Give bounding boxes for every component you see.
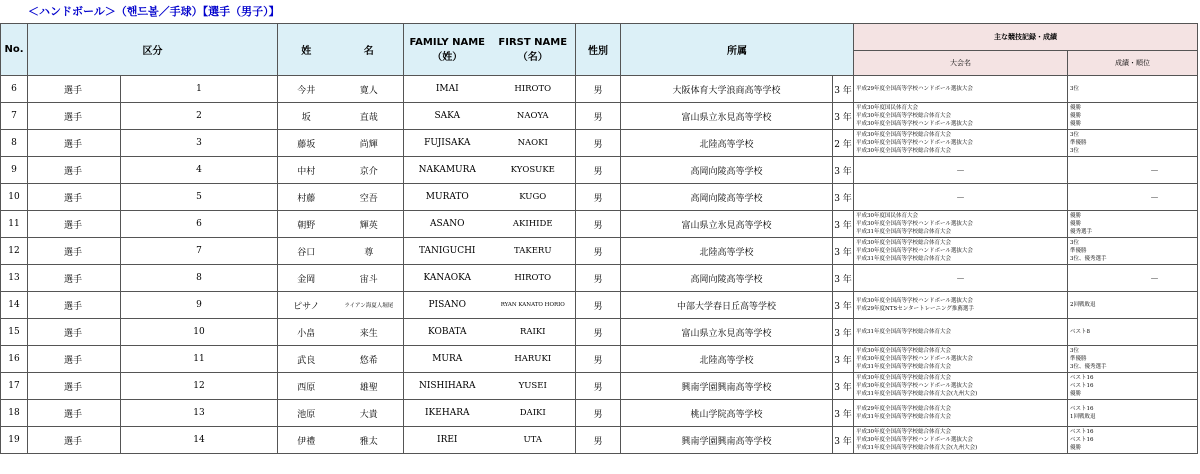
row-grade: 3 年 xyxy=(833,238,854,265)
event-line: 平成29年度全国高等学校ハンドボール選抜大会 xyxy=(856,86,973,92)
row-family-name: TANIGUCHI xyxy=(404,238,491,265)
row-first-name: HIROTO xyxy=(491,265,576,292)
row-events xyxy=(854,292,1068,319)
row-school: 桃山学院高等学校 xyxy=(621,400,833,427)
row-results xyxy=(1068,103,1198,130)
row-sei: 藤坂 xyxy=(278,130,335,157)
row-no: 9 xyxy=(1,157,28,184)
result-line: 2回戦敗退 xyxy=(1070,302,1096,308)
row-grade: 3 年 xyxy=(833,427,854,454)
row-no: 19 xyxy=(1,427,28,454)
row-no: 16 xyxy=(1,346,28,373)
roster-table xyxy=(0,23,1198,454)
event-line: 平成29年度NTSセンタートレーニング推薦選手 xyxy=(856,306,974,312)
row-number: 11 xyxy=(121,346,278,373)
row-grade: 2 年 xyxy=(833,130,854,157)
event-line: 平成31年度全国高等学校総合体育大会(九州大会) xyxy=(856,391,978,397)
row-family-name: MURA xyxy=(404,346,491,373)
event-line: 平成30年度全国高等学校総合体育大会 xyxy=(856,240,951,246)
row-school: 北陸高等学校 xyxy=(621,346,833,373)
result-line: 準優勝 xyxy=(1070,140,1087,146)
event-line: 平成30年度全国高等学校ハンドボール選抜大会 xyxy=(856,248,973,254)
row-no: 15 xyxy=(1,319,28,346)
row-family-name: PISANO xyxy=(404,292,491,319)
row-results xyxy=(1068,400,1198,427)
event-line: 平成30年度全国高等学校ハンドボール選抜大会 xyxy=(856,356,973,362)
row-sei: 朝野 xyxy=(278,211,335,238)
table-row xyxy=(1,103,1198,130)
row-school: 興南学園興南高等学校 xyxy=(621,427,833,454)
row-grade: 3 年 xyxy=(833,373,854,400)
row-first-name: RYAN KANATO HORIO xyxy=(491,292,576,319)
event-line: 平成30年度全国高等学校総合体育大会 xyxy=(856,113,951,119)
result-line: 優勝 xyxy=(1070,445,1082,451)
result-line: 優勝 xyxy=(1070,221,1082,227)
row-no: 11 xyxy=(1,211,28,238)
event-line: 平成30年度全国高等学校総合体育大会 xyxy=(856,132,951,138)
row-first-name: KYOSUKE xyxy=(491,157,576,184)
row-number: 13 xyxy=(121,400,278,427)
row-no: 14 xyxy=(1,292,28,319)
header-first-name-label: FIRST NAME xyxy=(498,36,568,48)
row-mei: 直哉 xyxy=(335,103,404,130)
row-kubun: 選手 xyxy=(28,157,121,184)
result-line: ベスト16 xyxy=(1070,406,1094,412)
row-first-name: AKIHIDE xyxy=(491,211,576,238)
event-line: 平成31年度全国高等学校総合体育大会 xyxy=(856,414,951,420)
row-number: 4 xyxy=(121,157,278,184)
row-grade: 3 年 xyxy=(833,76,854,103)
row-sei: 今井 xyxy=(278,76,335,103)
header-first-name-sub: （名） xyxy=(517,51,548,63)
row-sei: 中村 xyxy=(278,157,335,184)
row-mei: 雄聖 xyxy=(335,373,404,400)
row-gender: 男 xyxy=(576,265,621,292)
row-school: 大阪体育大学浪商高等学校 xyxy=(621,76,833,103)
row-gender: 男 xyxy=(576,103,621,130)
row-gender: 男 xyxy=(576,427,621,454)
row-number: 2 xyxy=(121,103,278,130)
event-line: 平成30年度全国高等学校総合体育大会 xyxy=(856,148,951,154)
table-row xyxy=(1,373,1198,400)
row-events xyxy=(854,103,1068,130)
row-first-name: KUGO xyxy=(491,184,576,211)
row-kubun: 選手 xyxy=(28,265,121,292)
row-gender: 男 xyxy=(576,211,621,238)
row-results xyxy=(1068,427,1198,454)
row-events: － xyxy=(854,184,1068,211)
row-school: 北陸高等学校 xyxy=(621,238,833,265)
row-family-name: FUJISAKA xyxy=(404,130,491,157)
page-title: ＜ハンドボール＞（핸드볼／手球）【選手（男子）】 xyxy=(28,5,280,18)
row-kubun: 選手 xyxy=(28,103,121,130)
row-school: 興南学園興南高等学校 xyxy=(621,373,833,400)
row-kubun: 選手 xyxy=(28,130,121,157)
header-no: No. xyxy=(1,24,28,76)
row-events xyxy=(854,346,1068,373)
header-mei: 名 xyxy=(335,24,404,76)
result-line: 準優勝 xyxy=(1070,248,1087,254)
event-line: 平成30年度全国高等学校ハンドボール選抜大会 xyxy=(856,140,973,146)
row-kubun: 選手 xyxy=(28,400,121,427)
row-gender: 男 xyxy=(576,238,621,265)
row-no: 8 xyxy=(1,130,28,157)
table-row xyxy=(1,76,1198,103)
header-gender: 性別 xyxy=(576,24,621,76)
row-school: 高岡向陵高等学校 xyxy=(621,157,833,184)
row-sei: 谷口 xyxy=(278,238,335,265)
result-line: 3位、優秀選手 xyxy=(1070,256,1107,262)
result-line: 3位 xyxy=(1070,132,1079,138)
row-number: 12 xyxy=(121,373,278,400)
row-gender: 男 xyxy=(576,184,621,211)
row-mei: 空吾 xyxy=(335,184,404,211)
table-row xyxy=(1,157,1198,184)
row-results xyxy=(1068,76,1198,103)
row-mei: 大貴 xyxy=(335,400,404,427)
row-family-name: IMAI xyxy=(404,76,491,103)
result-line: 3位 xyxy=(1070,240,1079,246)
header-kubun: 区分 xyxy=(28,24,278,76)
row-grade: 3 年 xyxy=(833,157,854,184)
row-family-name: NISHIHARA xyxy=(404,373,491,400)
event-line: 平成30年度全国高等学校総合体育大会 xyxy=(856,429,951,435)
row-results xyxy=(1068,130,1198,157)
event-line: 平成31年度全国高等学校総合体育大会 xyxy=(856,364,951,370)
row-sei: 金岡 xyxy=(278,265,335,292)
row-mei: 尚輝 xyxy=(335,130,404,157)
row-no: 13 xyxy=(1,265,28,292)
header-result: 成績・順位 xyxy=(1068,51,1198,76)
header-family-name-sub: （姓） xyxy=(432,51,463,63)
row-sei: 池原 xyxy=(278,400,335,427)
row-sei: 西原 xyxy=(278,373,335,400)
row-family-name: KOBATA xyxy=(404,319,491,346)
row-results xyxy=(1068,346,1198,373)
row-sei: 坂 xyxy=(278,103,335,130)
row-events: － xyxy=(854,157,1068,184)
row-family-name: MURATO xyxy=(404,184,491,211)
event-line: 平成31年度全国高等学校総合体育大会(九州大会) xyxy=(856,445,978,451)
row-events xyxy=(854,76,1068,103)
row-grade: 3 年 xyxy=(833,400,854,427)
row-gender: 男 xyxy=(576,400,621,427)
row-number: 1 xyxy=(121,76,278,103)
row-first-name: TAKERU xyxy=(491,238,576,265)
table-row xyxy=(1,400,1198,427)
result-line: 優勝 xyxy=(1070,105,1082,111)
row-events xyxy=(854,427,1068,454)
table-row xyxy=(1,292,1198,319)
row-events xyxy=(854,319,1068,346)
row-number: 9 xyxy=(121,292,278,319)
row-kubun: 選手 xyxy=(28,211,121,238)
row-school: 高岡向陵高等学校 xyxy=(621,184,833,211)
result-line: ベスト16 xyxy=(1070,437,1094,443)
row-family-name: NAKAMURA xyxy=(404,157,491,184)
row-gender: 男 xyxy=(576,373,621,400)
result-line: 3位 xyxy=(1070,348,1079,354)
row-family-name: IKEHARA xyxy=(404,400,491,427)
row-number: 6 xyxy=(121,211,278,238)
row-no: 17 xyxy=(1,373,28,400)
result-line: 優勝 xyxy=(1070,121,1082,127)
row-events xyxy=(854,373,1068,400)
row-events xyxy=(854,211,1068,238)
result-line: 3位、優秀選手 xyxy=(1070,364,1107,370)
row-events xyxy=(854,400,1068,427)
event-line: 平成30年度全国高等学校総合体育大会 xyxy=(856,375,951,381)
row-first-name: HIROTO xyxy=(491,76,576,103)
table-row xyxy=(1,130,1198,157)
result-line: 3位 xyxy=(1070,86,1079,92)
event-line: 平成30年度全国高等学校ハンドボール選抜大会 xyxy=(856,121,973,127)
row-kubun: 選手 xyxy=(28,373,121,400)
row-first-name: UTA xyxy=(491,427,576,454)
row-kubun: 選手 xyxy=(28,76,121,103)
row-sei: 村藤 xyxy=(278,184,335,211)
header-first-name xyxy=(491,24,576,76)
row-results xyxy=(1068,373,1198,400)
header-family-name xyxy=(404,24,491,76)
row-kubun: 選手 xyxy=(28,346,121,373)
result-line: 優勝 xyxy=(1070,113,1082,119)
result-line: 優勝 xyxy=(1070,391,1082,397)
event-line: 平成30年度国民体育大会 xyxy=(856,105,918,111)
row-no: 7 xyxy=(1,103,28,130)
header-affiliation: 所属 xyxy=(621,24,854,76)
row-number: 8 xyxy=(121,265,278,292)
row-sei: ピサノ xyxy=(278,292,335,319)
row-number: 3 xyxy=(121,130,278,157)
row-gender: 男 xyxy=(576,346,621,373)
row-grade: 3 年 xyxy=(833,184,854,211)
table-row xyxy=(1,319,1198,346)
row-first-name: NAOKI xyxy=(491,130,576,157)
table-row xyxy=(1,346,1198,373)
row-sei: 武良 xyxy=(278,346,335,373)
row-family-name: KANAOKA xyxy=(404,265,491,292)
row-school: 富山県立氷見高等学校 xyxy=(621,211,833,238)
result-line: 優秀選手 xyxy=(1070,229,1093,235)
row-gender: 男 xyxy=(576,130,621,157)
row-school: 中部大学春日丘高等学校 xyxy=(621,292,833,319)
row-kubun: 選手 xyxy=(28,427,121,454)
row-no: 10 xyxy=(1,184,28,211)
row-grade: 3 年 xyxy=(833,265,854,292)
header-records: 主な競技記録・成績 xyxy=(854,24,1198,51)
header-event: 大会名 xyxy=(854,51,1068,76)
row-kubun: 選手 xyxy=(28,319,121,346)
row-kubun: 選手 xyxy=(28,184,121,211)
row-number: 14 xyxy=(121,427,278,454)
row-school: 富山県立氷見高等学校 xyxy=(621,103,833,130)
row-results: － xyxy=(1068,184,1198,211)
table-row xyxy=(1,265,1198,292)
result-line: 準優勝 xyxy=(1070,356,1087,362)
row-mei: 輝英 xyxy=(335,211,404,238)
result-line: ベスト16 xyxy=(1070,375,1094,381)
row-mei: 悠希 xyxy=(335,346,404,373)
row-results: － xyxy=(1068,265,1198,292)
table-row xyxy=(1,238,1198,265)
result-line: ベスト16 xyxy=(1070,383,1094,389)
row-grade: 3 年 xyxy=(833,103,854,130)
row-first-name: RAIKI xyxy=(491,319,576,346)
header-sei: 姓 xyxy=(278,24,335,76)
row-no: 12 xyxy=(1,238,28,265)
result-line: ベスト16 xyxy=(1070,429,1094,435)
row-results xyxy=(1068,319,1198,346)
result-line: 3位 xyxy=(1070,148,1079,154)
row-grade: 3 年 xyxy=(833,292,854,319)
row-grade: 3 年 xyxy=(833,319,854,346)
row-school: 高岡向陵高等学校 xyxy=(621,265,833,292)
row-mei: 尊 xyxy=(335,238,404,265)
row-results: － xyxy=(1068,157,1198,184)
row-first-name: DAIKI xyxy=(491,400,576,427)
row-grade: 3 年 xyxy=(833,346,854,373)
row-sei: 伊禮 xyxy=(278,427,335,454)
row-no: 6 xyxy=(1,76,28,103)
event-line: 平成31年度全国高等学校総合体育大会 xyxy=(856,229,951,235)
table-row xyxy=(1,211,1198,238)
row-number: 7 xyxy=(121,238,278,265)
row-sei: 小畠 xyxy=(278,319,335,346)
result-line: 1回戦敗退 xyxy=(1070,414,1096,420)
event-line: 平成30年度全国高等学校ハンドボール選抜大会 xyxy=(856,221,973,227)
row-results xyxy=(1068,211,1198,238)
row-mei: ライアン海夏人堀尾 xyxy=(335,292,404,319)
row-first-name: YUSEI xyxy=(491,373,576,400)
table-row xyxy=(1,427,1198,454)
row-gender: 男 xyxy=(576,76,621,103)
event-line: 平成30年度全国高等学校ハンドボール選抜大会 xyxy=(856,437,973,443)
row-family-name: ASANO xyxy=(404,211,491,238)
event-line: 平成30年度全国高等学校総合体育大会 xyxy=(856,348,951,354)
row-mei: 来生 xyxy=(335,319,404,346)
event-line: 平成30年度国民体育大会 xyxy=(856,213,918,219)
row-family-name: IREI xyxy=(404,427,491,454)
row-gender: 男 xyxy=(576,292,621,319)
event-line: 平成30年度全国高等学校ハンドボール選抜大会 xyxy=(856,383,973,389)
row-events xyxy=(854,238,1068,265)
row-first-name: HARUKI xyxy=(491,346,576,373)
row-grade: 3 年 xyxy=(833,211,854,238)
row-number: 10 xyxy=(121,319,278,346)
row-results xyxy=(1068,238,1198,265)
row-kubun: 選手 xyxy=(28,238,121,265)
header-family-name-label: FAMILY NAME xyxy=(409,36,486,48)
row-school: 富山県立氷見高等学校 xyxy=(621,319,833,346)
table-row xyxy=(1,184,1198,211)
row-no: 18 xyxy=(1,400,28,427)
row-events xyxy=(854,130,1068,157)
row-family-name: SAKA xyxy=(404,103,491,130)
row-events: － xyxy=(854,265,1068,292)
event-line: 平成31年度全国高等学校総合体育大会 xyxy=(856,256,951,262)
row-first-name: NAOYA xyxy=(491,103,576,130)
row-mei: 雅太 xyxy=(335,427,404,454)
row-school: 北陸高等学校 xyxy=(621,130,833,157)
row-kubun: 選手 xyxy=(28,292,121,319)
row-number: 5 xyxy=(121,184,278,211)
event-line: 平成31年度全国高等学校総合体育大会 xyxy=(856,329,951,335)
row-mei: 京介 xyxy=(335,157,404,184)
row-results xyxy=(1068,292,1198,319)
row-mei: 宙斗 xyxy=(335,265,404,292)
result-line: ベスト8 xyxy=(1070,329,1090,335)
event-line: 平成29年度全国高等学校総合体育大会 xyxy=(856,406,951,412)
row-gender: 男 xyxy=(576,157,621,184)
row-gender: 男 xyxy=(576,319,621,346)
event-line: 平成30年度全国高等学校ハンドボール選抜大会 xyxy=(856,298,973,304)
result-line: 優勝 xyxy=(1070,213,1082,219)
row-mei: 寛人 xyxy=(335,76,404,103)
